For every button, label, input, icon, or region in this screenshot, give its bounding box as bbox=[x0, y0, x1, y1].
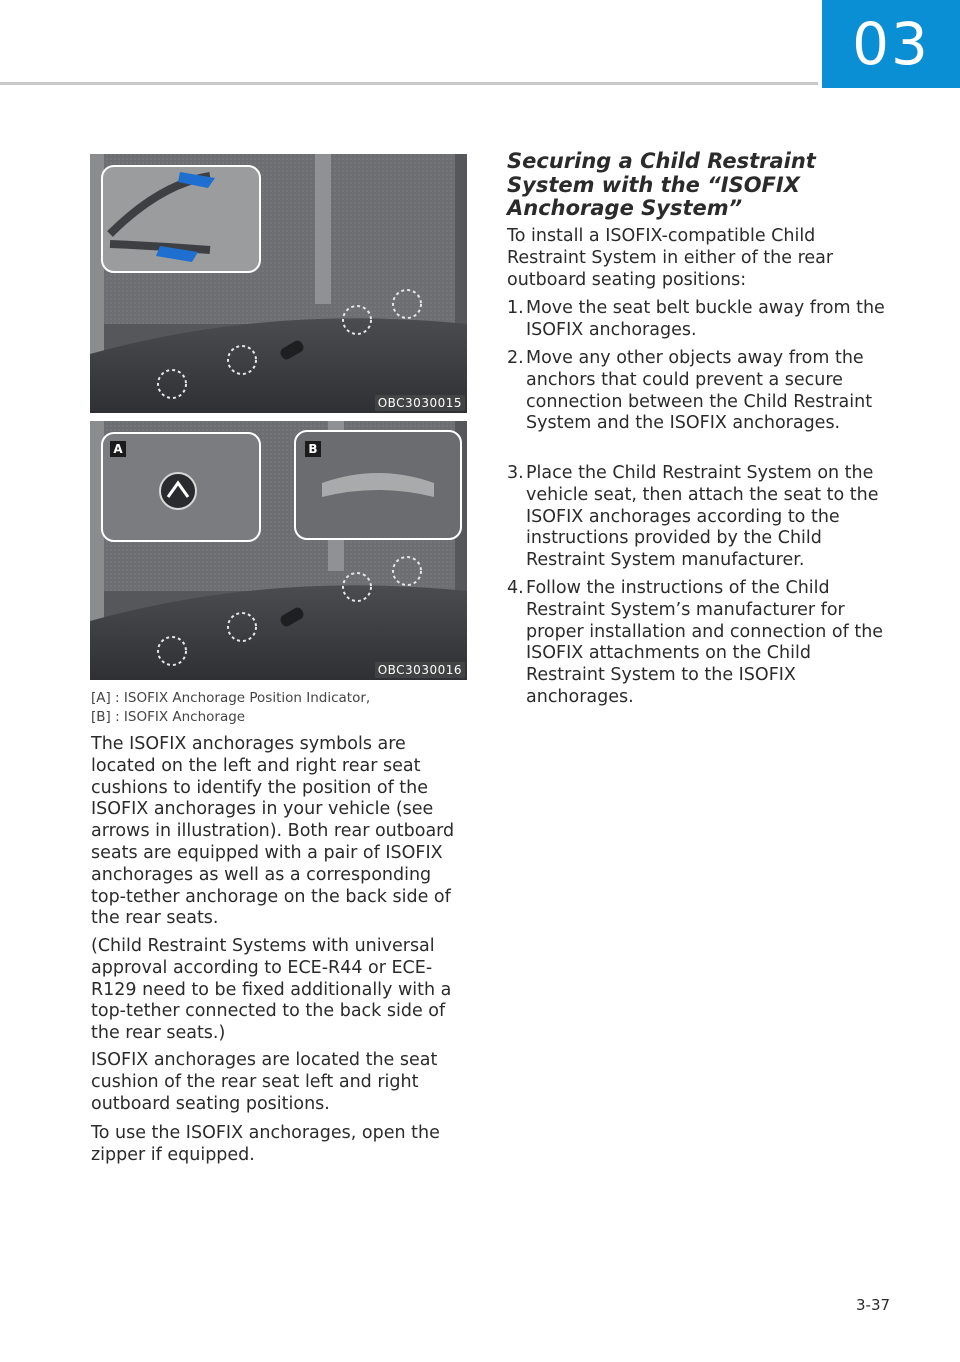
caption-line: [B] : ISOFIX Anchorage bbox=[91, 709, 246, 725]
isofix-photo-bottom bbox=[90, 421, 467, 680]
body-paragraph: To use the ISOFIX anchorages, open the zipper if equipped. bbox=[91, 1123, 440, 1165]
body-paragraph: The ISOFIX anchorages symbols are located on the left and right rear seat cushions to identify the position of the ISOFIX anchorages in your vehicle (see arrows in illustration). Both rear outboard seats are equipped with a pair of ISOFIX anchorages as well as a corresponding top-tether anchorage on the back side of the rear seats. bbox=[91, 734, 455, 929]
chapter-tab: 03 bbox=[822, 0, 960, 88]
figure-code-bottom: OBC3030016 bbox=[375, 662, 465, 678]
body-paragraph: (Child Restraint Systems with universal approval according to ECE-R44 or ECE-R129 need to be fixed additionally with a top-tether connected to the back side of the rear seats.) bbox=[91, 936, 452, 1044]
step-number: 2. bbox=[507, 348, 524, 368]
seat-illustration-top bbox=[90, 154, 467, 413]
caption-line: [A] : ISOFIX Anchorage Position Indicator, bbox=[91, 690, 371, 706]
body-paragraph: ISOFIX anchorages are located the seat cushion of the rear seat left and right outboard seating positions. bbox=[91, 1050, 438, 1114]
seat-illustration-bottom bbox=[90, 421, 467, 680]
step-number: 3. bbox=[507, 463, 524, 483]
step-text: Move the seat belt buckle away from the ISOFIX anchorages. bbox=[526, 298, 885, 340]
step-number: 1. bbox=[507, 298, 524, 318]
step-text: Place the Child Restraint System on the vehicle seat, then attach the seat to the ISOFIX anchorages according to the instructions provided by the Child Restraint System manufacturer. bbox=[526, 463, 879, 571]
section-title: Securing a Child Restraint System with the “ISOFIX Anchorage System” bbox=[507, 149, 816, 220]
page-number: 3-37 bbox=[856, 1296, 891, 1314]
intro-paragraph: To install a ISOFIX-compatible Child Restraint System in either of the rear outboard seating positions: bbox=[507, 226, 834, 290]
step-number: 4. bbox=[507, 578, 524, 598]
label-b-badge: B bbox=[305, 441, 321, 457]
step-text: Move any other objects away from the anchors that could prevent a secure connection between the Child Restraint System and the ISOFIX anchorages. bbox=[526, 348, 873, 434]
header-rule bbox=[0, 82, 818, 85]
step-text: Follow the instructions of the Child Restraint System’s manufacturer for proper installation and connection of the ISOFIX attachments on the Child Restraint System to the ISOFIX anchorages. bbox=[526, 578, 884, 707]
figure-caption bbox=[91, 689, 471, 727]
label-a-badge: A bbox=[110, 441, 126, 457]
isofix-photo-top bbox=[90, 154, 467, 413]
figure-code-top: OBC3030015 bbox=[375, 395, 465, 411]
